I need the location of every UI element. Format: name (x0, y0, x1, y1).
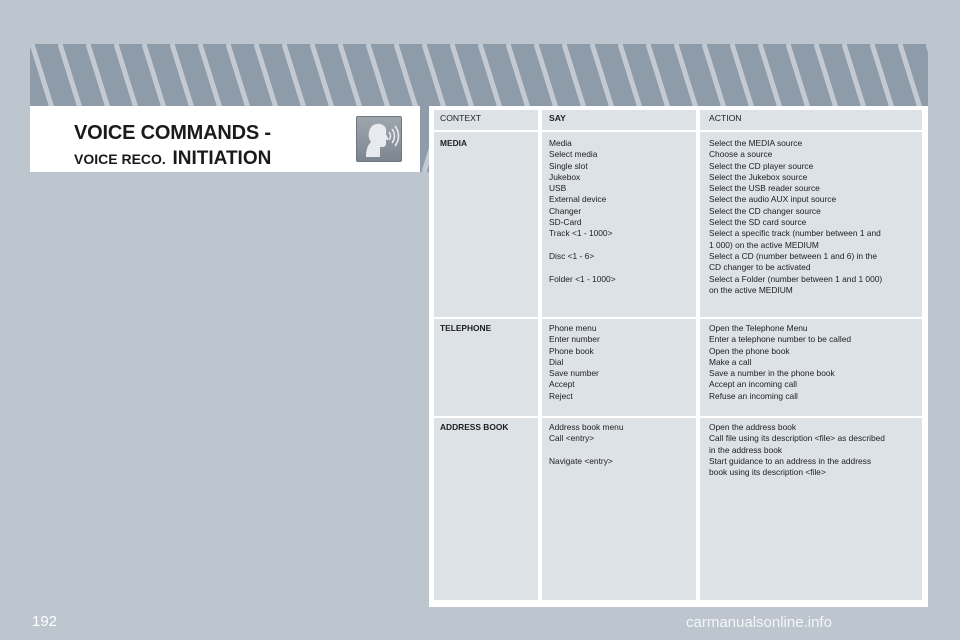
cell-line: Track <1 - 1000> (549, 228, 613, 239)
header-action: ACTION (709, 113, 742, 123)
cell-line: Enter number (549, 334, 600, 345)
subtitle-prefix: VOICE RECO. (74, 151, 166, 167)
voice-recognition-icon (356, 116, 402, 162)
cell-line: Changer (549, 205, 582, 216)
cell-line: Dial (549, 356, 564, 367)
cell-line: book using its description <file> (709, 467, 826, 478)
cell-line: Disc <1 - 6> (549, 250, 595, 261)
cell-line: 1 000) on the active MEDIUM (709, 239, 819, 250)
context-telephone: TELEPHONE (440, 323, 492, 333)
line-gap (549, 240, 616, 251)
say-media (549, 138, 616, 285)
cell-line: Select the SD card source (709, 217, 807, 228)
cell-line: Select the CD player source (709, 160, 814, 171)
cell-line: External device (549, 194, 607, 205)
cell-line: SD-Card (549, 217, 582, 228)
cell-line: Accept an incoming call (709, 379, 797, 390)
header-context: CONTEXT (440, 113, 482, 123)
line-gap (549, 445, 624, 456)
page-title: VOICE COMMANDS - (74, 122, 271, 144)
cell-line: Start guidance to an address in the address (709, 455, 872, 466)
cell-line: Select the CD changer source (709, 205, 821, 216)
action-address-book (709, 422, 885, 478)
cell-line: USB (549, 183, 567, 194)
watermark: carmanualsonline.info (686, 614, 832, 631)
cell-line: Choose a source (709, 149, 773, 160)
line-gap (549, 262, 616, 273)
context-column (434, 110, 538, 600)
subtitle-main: INITIATION (172, 148, 272, 169)
cell-line: Open the Telephone Menu (709, 323, 808, 333)
cell-line: CD changer to be activated (709, 262, 811, 273)
cell-line: Folder <1 - 1000> (549, 273, 616, 284)
cell-line: Select a specific track (number between 1 and (709, 228, 881, 239)
cell-line: Call file using its description <file> as described (709, 433, 885, 444)
cell-line: Single slot (549, 160, 588, 171)
page-number: 192 (32, 613, 58, 630)
row-divider (434, 130, 922, 132)
cell-line: Save number (549, 368, 599, 379)
row-divider (434, 317, 922, 319)
context-address-book: ADDRESS BOOK (440, 422, 509, 432)
cell-line: Select media (549, 149, 598, 160)
page-subtitle (74, 143, 271, 171)
action-media (709, 138, 882, 296)
cell-line: Open the address book (709, 422, 797, 432)
cell-line: Phone menu (549, 323, 597, 333)
say-address-book (549, 422, 624, 467)
cell-line: Address book menu (549, 422, 624, 432)
cell-line: Select the Jukebox source (709, 171, 808, 182)
cell-line: Refuse an incoming call (709, 390, 798, 401)
cell-line: Phone book (549, 345, 594, 356)
context-media: MEDIA (440, 138, 467, 148)
cell-line: Reject (549, 390, 573, 401)
cell-line: on the active MEDIUM (709, 284, 793, 295)
header-say: SAY (549, 113, 566, 123)
voice-commands-table (429, 106, 928, 607)
say-telephone (549, 323, 600, 402)
title-panel (30, 106, 420, 172)
cell-line: Jukebox (549, 171, 581, 182)
cell-line: Select the audio AUX input source (709, 194, 837, 205)
cell-line: Save a number in the phone book (709, 368, 835, 379)
cell-line: Select the MEDIA source (709, 138, 803, 148)
cell-line: Select a Folder (number between 1 and 1 000) (709, 273, 883, 284)
row-divider (434, 416, 922, 418)
cell-line: Open the phone book (709, 345, 790, 356)
cell-line: Enter a telephone number to be called (709, 334, 852, 345)
cell-line: Make a call (709, 356, 752, 367)
cell-line: in the address book (709, 444, 783, 455)
cell-line: Navigate <entry> (549, 455, 613, 466)
cell-line: Select the USB reader source (709, 183, 820, 194)
cell-line: Accept (549, 379, 575, 390)
cell-line: Media (549, 138, 572, 148)
cell-line: Call <entry> (549, 433, 595, 444)
action-telephone (709, 323, 851, 402)
cell-line: Select a CD (number between 1 and 6) in the (709, 250, 878, 261)
